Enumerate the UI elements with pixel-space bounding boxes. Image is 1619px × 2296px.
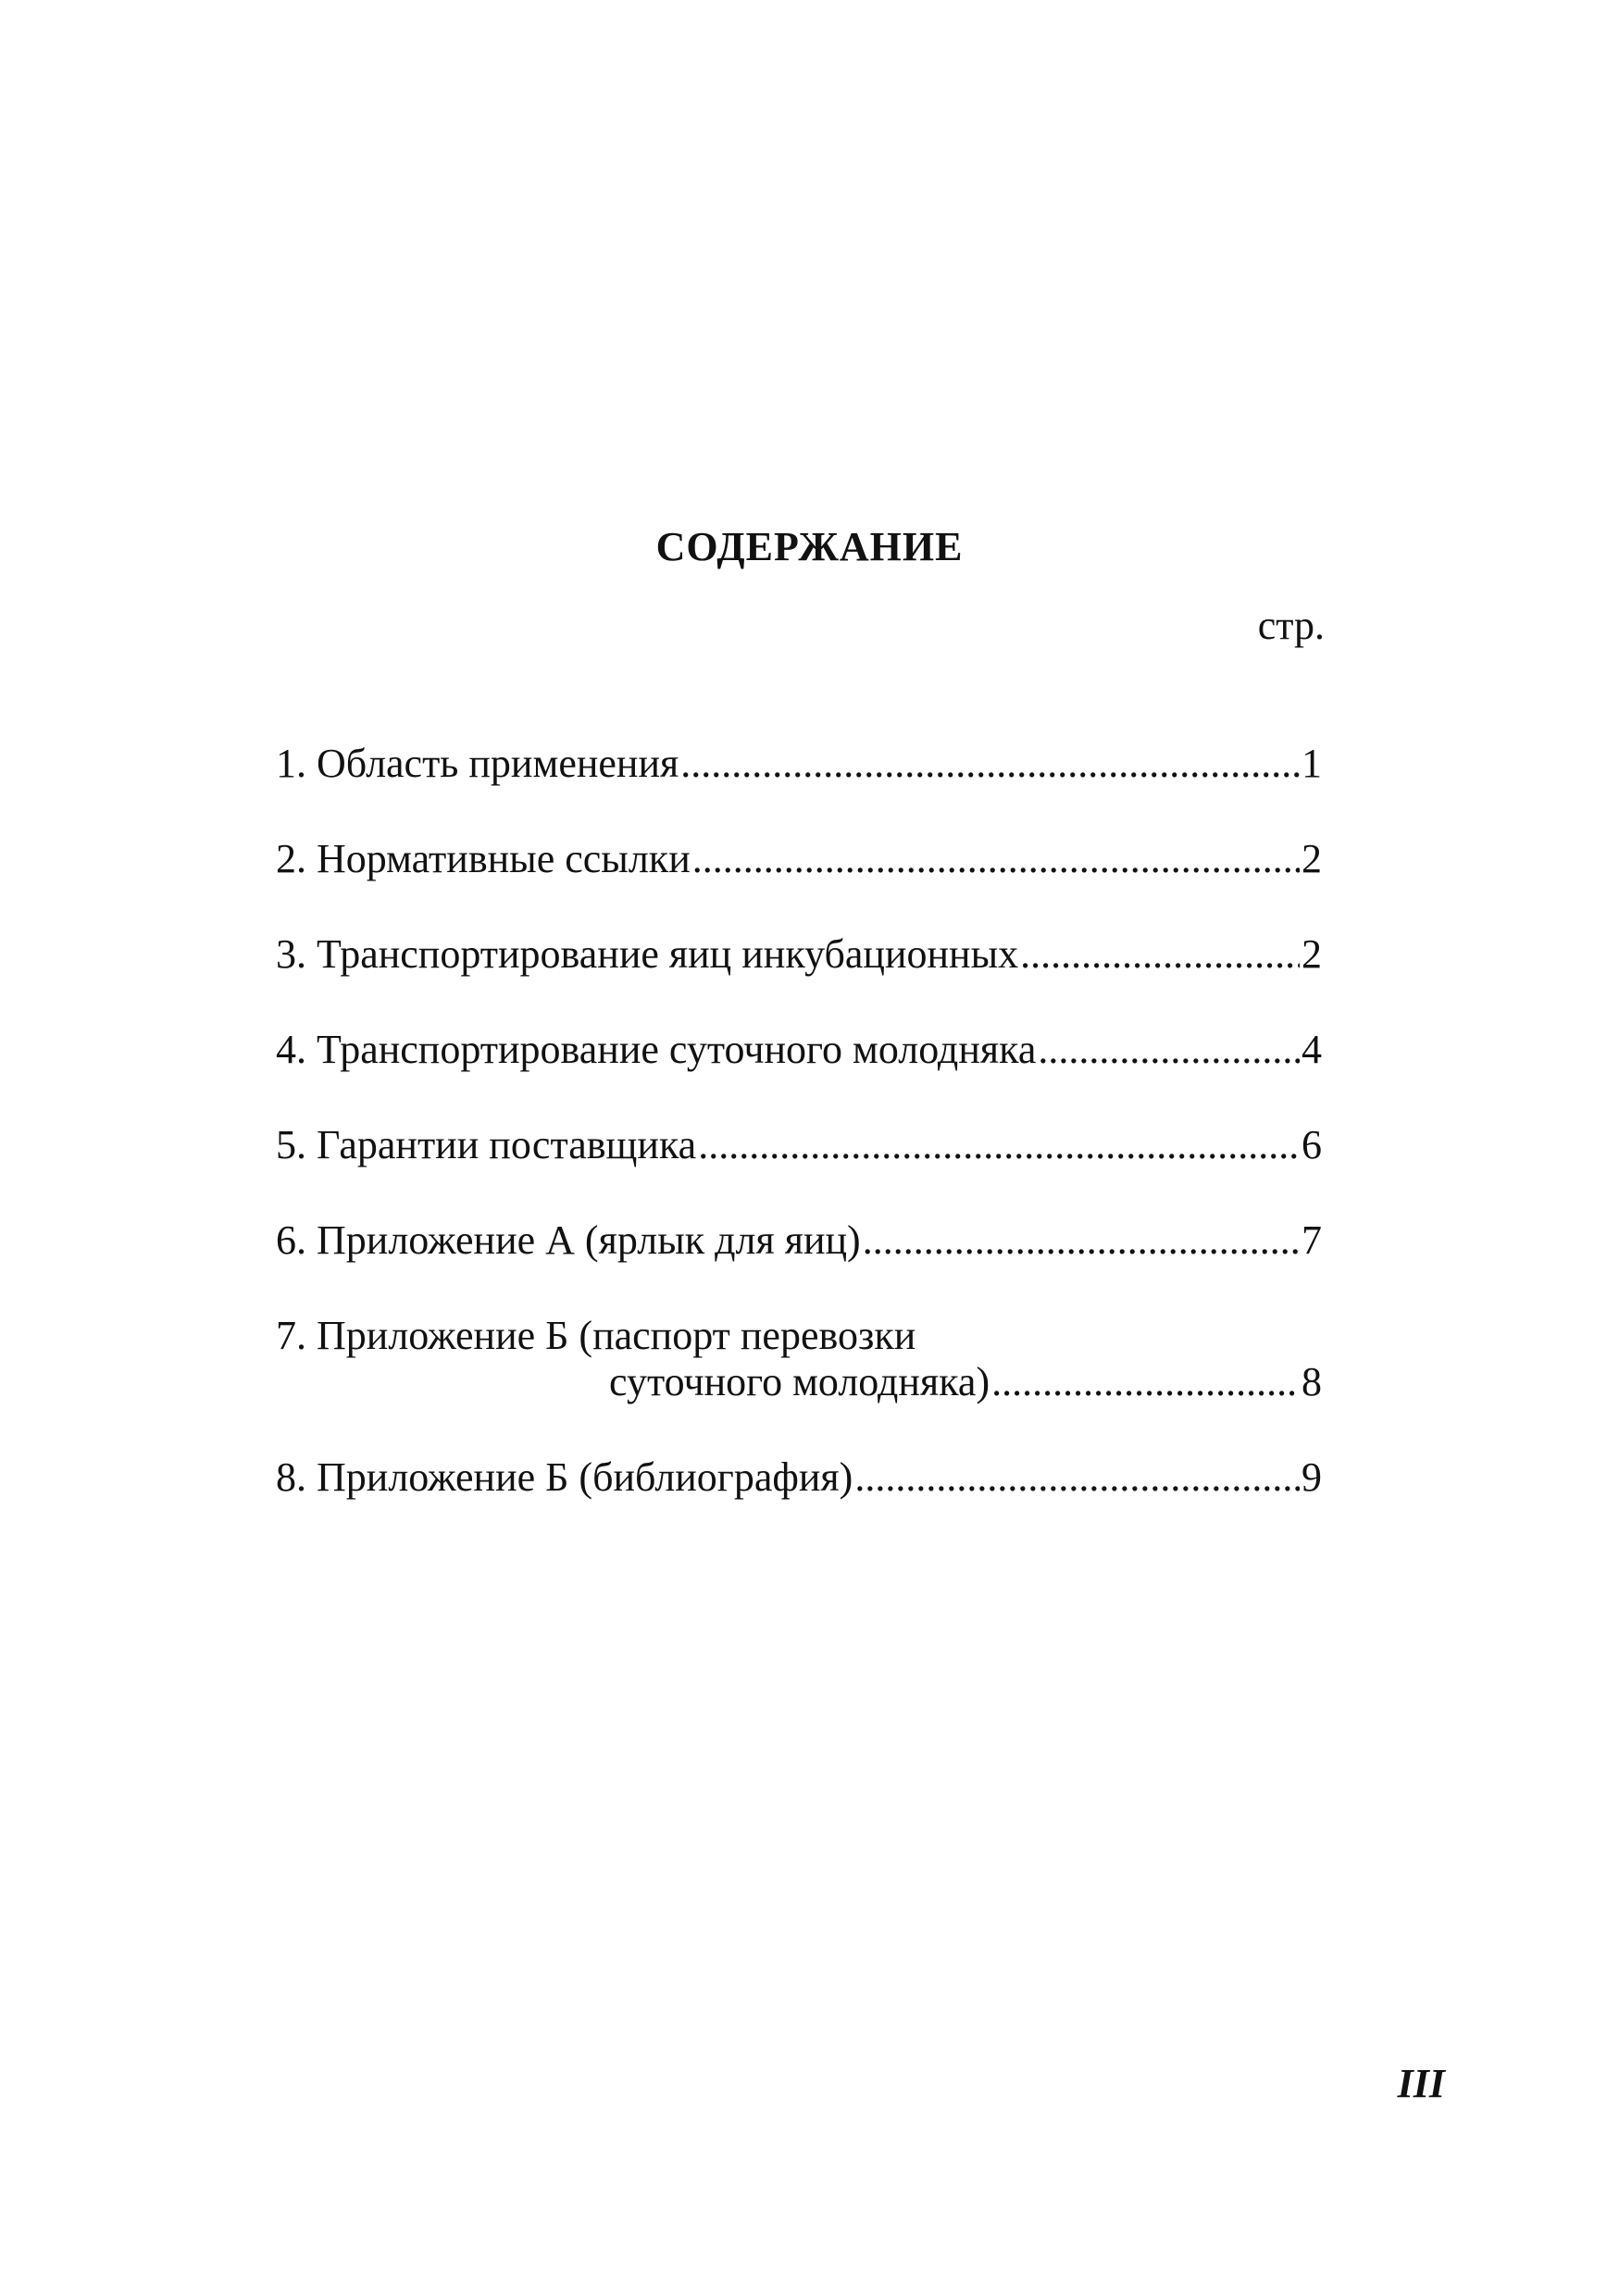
toc-leader-dots (991, 1359, 1300, 1405)
page-number: III (1397, 2061, 1445, 2106)
toc-leader-dots (1038, 1027, 1300, 1073)
toc-entry (276, 1313, 1322, 1454)
toc-entry (276, 931, 1322, 1027)
toc-entry-title: 3. Транспортирование яиц инкубационных (276, 931, 1019, 977)
toc-leader-dots (863, 1217, 1300, 1264)
toc-entry-page: 7 (1301, 1217, 1322, 1263)
toc-leader-dots (854, 1454, 1300, 1501)
toc-entry-title: 6. Приложение А (ярлык для яиц) (276, 1217, 861, 1263)
toc-leader-dots (680, 741, 1300, 787)
toc-entry-page: 4 (1301, 1027, 1322, 1072)
toc-entry (276, 1027, 1322, 1122)
toc-entry-title: 4. Транспортирование суточного молодняка (276, 1027, 1037, 1072)
toc-leader-dots (698, 1122, 1300, 1168)
toc-entry-title: 2. Нормативные ссылки (276, 836, 691, 881)
toc-leader-dots (692, 836, 1300, 882)
toc-entry-page: 1 (1301, 741, 1322, 786)
toc-entry-page: 9 (1301, 1454, 1322, 1500)
toc-entry-title: 1. Область применения (276, 741, 679, 786)
toc-entry-title: 5. Гарантии поставщика (276, 1122, 697, 1167)
page-column-label: стр. (1257, 603, 1325, 648)
page-title: СОДЕРЖАНИЕ (655, 524, 964, 569)
toc-entry-page: 6 (1301, 1122, 1322, 1167)
toc-leader-dots (1020, 931, 1300, 978)
toc-entry-page: 2 (1301, 931, 1322, 977)
toc-entry (276, 741, 1322, 836)
toc-entry-title: 7. Приложение Б (паспорт перевозки (276, 1313, 916, 1358)
table-of-contents (276, 741, 1322, 1550)
toc-entry-title: 8. Приложение Б (библиография) (276, 1454, 853, 1500)
toc-entry-page: 8 (1301, 1359, 1322, 1404)
toc-entry (276, 1454, 1322, 1550)
toc-entry (276, 836, 1322, 931)
toc-entry-page: 2 (1301, 836, 1322, 881)
toc-entry-title-continued: суточного молодняка) (609, 1359, 990, 1404)
toc-entry (276, 1122, 1322, 1217)
toc-entry (276, 1217, 1322, 1313)
